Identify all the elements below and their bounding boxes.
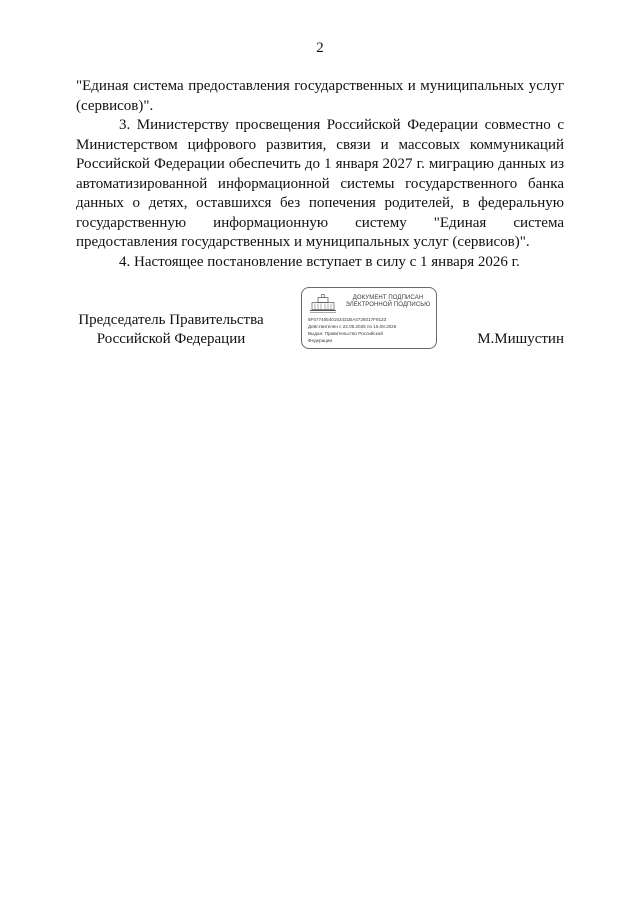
stamp-issuer-line2: Федерации bbox=[308, 338, 333, 343]
page-number: 2 bbox=[316, 40, 324, 56]
signatory-position-line1: Председатель Правительства bbox=[78, 312, 264, 328]
signatory-position-line2: Российской Федерации bbox=[96, 331, 246, 347]
signatory-position bbox=[76, 311, 266, 349]
electronic-signature-stamp bbox=[301, 287, 437, 349]
government-building-icon bbox=[309, 294, 337, 314]
stamp-validity: Действителен с 22.05.2025 по 15.08.2026 bbox=[308, 324, 397, 329]
stamp-certificate: 6F67746540153431BA4726017F9133 bbox=[308, 317, 387, 322]
stamp-details bbox=[308, 316, 434, 344]
paragraph-continuation: "Единая система предоставления государственных и муниципальных услуг (сервисов)". bbox=[76, 78, 564, 114]
stamp-title-line1: ДОКУМЕНТ ПОДПИСАН bbox=[352, 295, 424, 301]
document-body bbox=[76, 77, 564, 272]
paragraph-item-3: 3. Министерству просвещения Российской Федерации совместно с Министерством цифрового развития, связи и массовых коммуникаций Российской Федерации обеспечить до 1 января 2027 г. миграцию данных из автоматизированной информационной системы государственного банка данных о детях, оставшихся без попечения родителей, в федеральную государственную информационную систему "Единая система предоставления государственных и муниципальных услуг (сервисов)". bbox=[76, 117, 564, 250]
stamp-issuer-line1: Выдан: Правительство Российской bbox=[308, 331, 383, 336]
paragraph-item-4: 4. Настоящее постановление вступает в силу с 1 января 2026 г. bbox=[119, 253, 520, 270]
stamp-title bbox=[342, 295, 434, 309]
signatory-name: М.Мишустин bbox=[477, 331, 564, 347]
stamp-title-line2: ЭЛЕКТРОННОЙ ПОДПИСЬЮ bbox=[345, 302, 431, 308]
